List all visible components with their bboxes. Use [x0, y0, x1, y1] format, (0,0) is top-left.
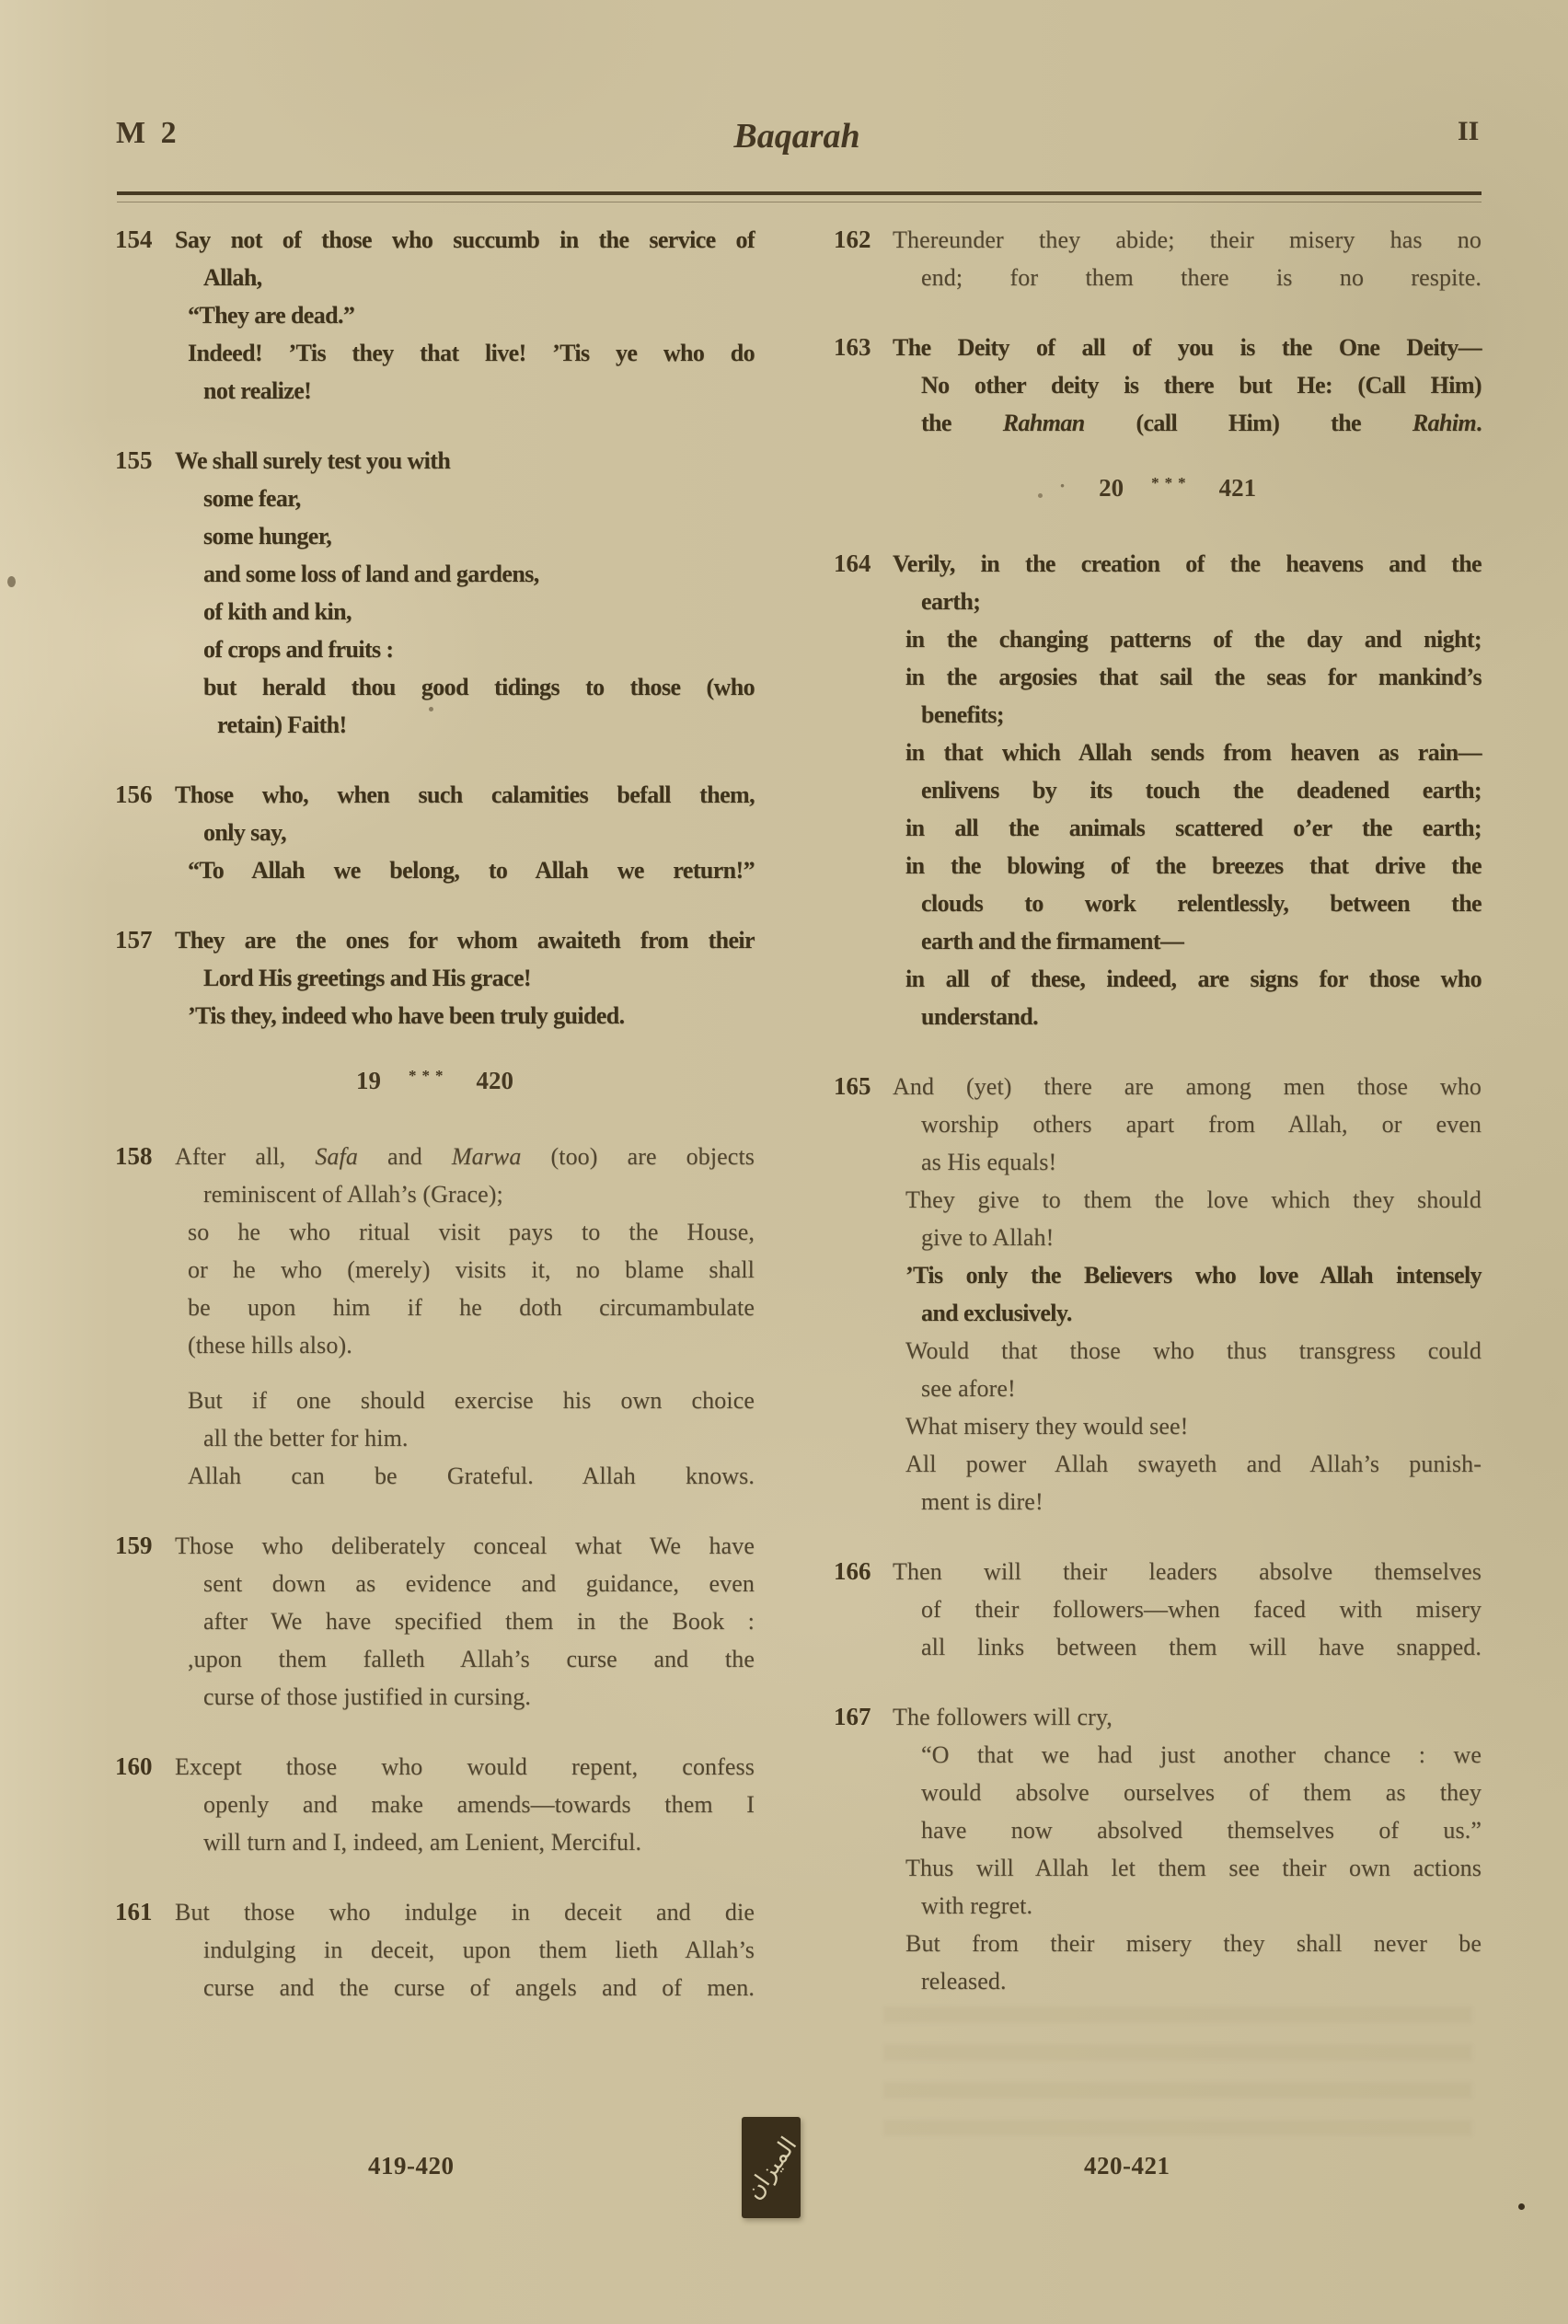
- verse-number: 159: [115, 1532, 153, 1559]
- verse-line: [893, 1332, 1482, 1370]
- verse-line: [175, 1678, 755, 1716]
- verse-line: [175, 1419, 755, 1457]
- verse-line: [175, 480, 755, 517]
- verse-number: 163: [834, 333, 871, 361]
- text-segment: understand.: [921, 1003, 1039, 1030]
- text-segment: ’Tis they, indeed who have been truly guided.: [188, 1002, 625, 1029]
- text-segment: But from their misery they shall never be: [905, 1930, 1482, 1957]
- verse-line: [893, 809, 1482, 847]
- verse-line: [893, 1143, 1482, 1181]
- text-segment: Those who deliberately conceal what We have: [175, 1532, 755, 1559]
- separator-stars: ***: [409, 1067, 449, 1084]
- verse-line: [175, 1602, 755, 1640]
- verse-line: [175, 1969, 755, 2006]
- verse-lines: [175, 1138, 755, 1495]
- verse-line: [175, 555, 755, 593]
- verse-number: 167: [834, 1703, 871, 1730]
- verse-163: [834, 329, 1482, 442]
- separator-right-number: 420: [476, 1067, 513, 1094]
- verse-lines: [893, 545, 1482, 1035]
- verse-line: [893, 1628, 1482, 1666]
- text-segment: (too) are objects: [521, 1143, 755, 1170]
- text-segment: benefits;: [921, 701, 1004, 728]
- text-segment: or he who (merely) visits it, no blame shall: [188, 1256, 755, 1283]
- text-segment: worship others apart from Allah, or even: [921, 1111, 1482, 1138]
- italic-term: Rahim: [1412, 410, 1477, 436]
- verse-line: [893, 366, 1482, 404]
- left-column: [115, 221, 755, 2039]
- verse-number: 166: [834, 1557, 871, 1585]
- verse-162: [834, 221, 1482, 296]
- separator-right-number: 421: [1218, 474, 1257, 502]
- text-segment: Indeed! ’Tis they that live! ’Tis ye who do: [188, 340, 755, 366]
- text-segment: and: [357, 1143, 452, 1170]
- verse-lines: [893, 1068, 1482, 1520]
- text-segment: reminiscent of Allah’s (Grace);: [203, 1181, 503, 1208]
- page-speck: [1038, 493, 1043, 498]
- verse-line: [893, 545, 1482, 583]
- verse-line: [893, 771, 1482, 809]
- ink-bleed-artifact: [883, 2006, 1472, 2145]
- verse-line: [893, 1774, 1482, 1811]
- text-segment: .: [1476, 410, 1482, 436]
- verse-lines: [175, 776, 755, 889]
- text-segment: Would that those who thus transgress could: [905, 1337, 1482, 1364]
- publisher-stamp: [742, 2117, 801, 2218]
- verse-line: [175, 1527, 755, 1565]
- verse-line: [893, 1849, 1482, 1887]
- text-segment: earth;: [921, 588, 981, 615]
- verse-166: [834, 1553, 1482, 1666]
- text-segment: some fear,: [203, 485, 301, 512]
- verse-line: [893, 658, 1482, 696]
- right-column: [834, 221, 1482, 2032]
- text-segment: They give to them the love which they should: [905, 1186, 1482, 1213]
- verse-number: 158: [115, 1142, 153, 1170]
- verse-line: [175, 1382, 755, 1419]
- text-segment: indulging in deceit, upon them lieth Allah’s: [203, 1937, 755, 1963]
- text-segment: No other deity is there but He: (Call Him): [921, 372, 1482, 399]
- verse-number: 160: [115, 1752, 153, 1780]
- text-segment: in the changing patterns of the day and night;: [905, 626, 1482, 653]
- text-segment: But if one should exercise his own choice: [188, 1387, 755, 1414]
- verse-number: 161: [115, 1898, 153, 1925]
- verse-line: [175, 593, 755, 630]
- text-segment: and exclusively.: [921, 1300, 1072, 1326]
- text-segment: in all the animals scattered o’er the earth;: [905, 815, 1482, 841]
- verse-line: [893, 1068, 1482, 1105]
- paragraph-gap: [175, 1364, 755, 1382]
- verse-167: [834, 1698, 1482, 2000]
- verse-159: [115, 1527, 755, 1716]
- verse-lines: [175, 1527, 755, 1716]
- verse-number: 155: [115, 446, 153, 474]
- page-speck: [429, 707, 433, 711]
- text-segment: the: [921, 410, 1003, 436]
- footer-right-page-range: 420-421: [1084, 2152, 1170, 2179]
- verse-line: [175, 517, 755, 555]
- verse-line: [893, 1483, 1482, 1520]
- verse-line: [175, 221, 755, 259]
- verse-number: 164: [834, 549, 871, 577]
- text-segment: see afore!: [921, 1375, 1016, 1402]
- text-segment: What misery they would see!: [905, 1413, 1189, 1439]
- text-segment: We shall surely test you with: [175, 447, 451, 474]
- text-segment: in all of these, indeed, are signs for those who: [905, 965, 1482, 992]
- text-segment: After all,: [175, 1143, 316, 1170]
- verse-line: [893, 960, 1482, 998]
- text-segment: Then will their leaders absolve themselves: [893, 1558, 1482, 1585]
- verse-line: [175, 921, 755, 959]
- verse-line: [175, 1175, 755, 1213]
- verse-line: [893, 1811, 1482, 1849]
- text-segment: And (yet) there are among men those who: [893, 1073, 1482, 1100]
- text-segment: Thereunder they abide; their misery has no: [893, 226, 1482, 253]
- verse-line: [175, 1457, 755, 1495]
- italic-term: Rahman: [1002, 410, 1085, 436]
- verse-156: [115, 776, 755, 889]
- verse-line: [175, 1931, 755, 1969]
- verse-lines: [175, 1748, 755, 1861]
- verse-161: [115, 1893, 755, 2006]
- verse-line: [175, 1893, 755, 1931]
- text-segment: ment is dire!: [921, 1488, 1043, 1515]
- text-segment: not realize!: [203, 377, 312, 404]
- text-segment: of kith and kin,: [203, 598, 352, 625]
- verse-line: [175, 1748, 755, 1786]
- text-segment: “O that we had just another chance : we: [921, 1741, 1482, 1768]
- verse-line: [893, 259, 1482, 296]
- page-speck: [7, 576, 16, 587]
- verse-number: 157: [115, 926, 153, 954]
- verse-164: [834, 545, 1482, 1035]
- verse-line: [175, 1640, 755, 1678]
- verse-lines: [175, 442, 755, 744]
- verse-line: [893, 1370, 1482, 1407]
- verse-lines: [893, 329, 1482, 442]
- verse-line: [893, 885, 1482, 922]
- text-segment: released.: [921, 1968, 1007, 1994]
- separator-dot: ·: [1058, 474, 1066, 497]
- verse-line: [175, 259, 755, 296]
- verse-line: [893, 221, 1482, 259]
- text-segment: The followers will cry,: [893, 1704, 1113, 1730]
- text-segment: Thus will Allah let them see their own actions: [905, 1855, 1482, 1881]
- text-segment: ’Tis only the Believers who love Allah intensely: [905, 1262, 1482, 1289]
- verse-line: [175, 776, 755, 814]
- text-segment: end; for them there is no respite.: [921, 264, 1482, 291]
- separator-left-number: 20: [1099, 474, 1124, 502]
- italic-term: Marwa: [451, 1143, 522, 1170]
- text-segment: Verily, in the creation of the heavens and the: [893, 550, 1482, 577]
- text-segment: would absolve ourselves of them as they: [921, 1779, 1482, 1806]
- verse-number: 165: [834, 1072, 871, 1100]
- verse-line: [893, 1445, 1482, 1483]
- verse-line: [893, 1962, 1482, 2000]
- verse-line: [175, 1138, 755, 1175]
- verse-line: [175, 668, 755, 706]
- verse-line: [175, 372, 755, 410]
- verse-line: [893, 1294, 1482, 1332]
- text-segment: but herald thou good tidings to those (who: [203, 674, 755, 700]
- verse-line: [893, 734, 1482, 771]
- text-segment: some hunger,: [203, 523, 332, 549]
- verse-number: 154: [115, 225, 153, 253]
- footer-left-page-range: 419-420: [368, 2152, 455, 2179]
- text-segment: as His equals!: [921, 1149, 1057, 1175]
- verse-line: [175, 1823, 755, 1861]
- verse-line: [175, 997, 755, 1035]
- text-segment: Say not of those who succumb in the service of: [175, 226, 755, 253]
- text-segment: They are the ones for whom awaiteth from their: [175, 927, 755, 954]
- verse-155: [115, 442, 755, 744]
- text-segment: Allah,: [203, 264, 262, 291]
- verse-157: [115, 921, 755, 1035]
- text-segment: and some loss of land and gardens,: [203, 561, 539, 587]
- verse-line: [893, 1698, 1482, 1736]
- text-segment: Except those who would repent, confess: [175, 1753, 755, 1780]
- verse-lines: [175, 221, 755, 410]
- text-segment: But those who indulge in deceit and die: [175, 1899, 755, 1925]
- verse-line: [175, 334, 755, 372]
- footer-ink-dot: [1518, 2203, 1525, 2210]
- verse-line: [893, 620, 1482, 658]
- verse-line: [893, 1887, 1482, 1925]
- verse-line: [175, 1786, 755, 1823]
- text-segment: with regret.: [921, 1892, 1033, 1919]
- text-segment: “They are dead.”: [188, 302, 355, 329]
- verse-line: [893, 696, 1482, 734]
- verse-154: [115, 221, 755, 410]
- text-segment: openly and make amends—towards them I: [203, 1791, 755, 1818]
- verse-line: [893, 1407, 1482, 1445]
- verse-line: [893, 583, 1482, 620]
- verse-line: [175, 1289, 755, 1326]
- verse-line: [175, 1326, 755, 1364]
- verse-158: [115, 1138, 755, 1495]
- verse-lines: [175, 1893, 755, 2006]
- text-segment: enlivens by its touch the deadened earth;: [921, 777, 1482, 804]
- text-segment: curse of those justified in cursing.: [203, 1683, 531, 1710]
- text-segment: Lord His greetings and His grace!: [203, 965, 531, 991]
- verse-line: [893, 998, 1482, 1035]
- text-segment: earth and the firmament—: [921, 928, 1184, 954]
- verse-line: [175, 1565, 755, 1602]
- text-segment: in that which Allah sends from heaven as rain—: [905, 739, 1482, 766]
- verse-line: [175, 296, 755, 334]
- verse-line: [175, 630, 755, 668]
- verse-lines: [175, 921, 755, 1035]
- verse-line: [175, 814, 755, 851]
- verse-line: [175, 1251, 755, 1289]
- verse-line: [175, 1213, 755, 1251]
- verse-line: [175, 851, 755, 889]
- verse-160: [115, 1748, 755, 1861]
- text-segment: will turn and I, indeed, am Lenient, Merciful.: [203, 1829, 642, 1856]
- text-segment: only say,: [203, 819, 286, 846]
- verse-line: [893, 922, 1482, 960]
- verse-line: [893, 1256, 1482, 1294]
- verse-line: [893, 1736, 1482, 1774]
- surah-number: II: [1458, 116, 1480, 146]
- text-segment: be upon him if he doth circumambulate: [188, 1294, 755, 1321]
- verse-line: [893, 1219, 1482, 1256]
- verse-lines: [893, 1698, 1482, 2000]
- separator-stars: ***: [1151, 474, 1192, 491]
- text-segment: ,upon them falleth Allah’s curse and the: [188, 1646, 755, 1672]
- stamp-arabic-text: الميزان: [740, 2131, 802, 2204]
- text-segment: retain) Faith!: [217, 711, 347, 738]
- verse-line: [175, 706, 755, 744]
- verse-line: [175, 959, 755, 997]
- verse-line: [175, 442, 755, 480]
- verse-line: [893, 1925, 1482, 1962]
- text-segment: give to Allah!: [921, 1224, 1055, 1251]
- verse-line: [893, 847, 1482, 885]
- verse-number: 162: [834, 225, 871, 253]
- verse-line: [893, 1553, 1482, 1590]
- text-segment: have now absolved themselves of us.”: [921, 1817, 1482, 1844]
- text-segment: Those who, when such calamities befall them,: [175, 781, 755, 808]
- text-segment: sent down as evidence and guidance, even: [203, 1570, 755, 1597]
- header-rule: [117, 191, 1482, 202]
- text-segment: “To Allah we belong, to Allah we return!”: [188, 857, 755, 884]
- text-segment: in the argosies that sail the seas for mankind’s: [905, 664, 1482, 690]
- italic-term: Safa: [315, 1143, 358, 1170]
- verse-number: 156: [115, 780, 153, 808]
- text-segment: curse and the curse of angels and of men.: [203, 1974, 755, 2001]
- text-segment: after We have specified them in the Book :: [203, 1608, 755, 1635]
- text-segment: all the better for him.: [203, 1425, 409, 1451]
- verse-line: [893, 1181, 1482, 1219]
- text-segment: The Deity of all of you is the One Deity—: [893, 334, 1482, 361]
- verse-lines: [893, 1553, 1482, 1666]
- text-segment: (these hills also).: [188, 1332, 352, 1359]
- verse-lines: [893, 221, 1482, 296]
- text-segment: all links between them will have snapped.: [921, 1634, 1482, 1660]
- text-segment: Allah can be Grateful. Allah knows.: [188, 1463, 755, 1489]
- text-segment: in the blowing of the breezes that drive the: [905, 852, 1482, 879]
- verse-line: [893, 404, 1482, 442]
- text-segment: All power Allah swayeth and Allah’s punish-: [905, 1451, 1482, 1477]
- edition-label: M 2: [116, 116, 180, 150]
- page-title: Baqarah: [733, 117, 860, 156]
- text-segment: of their followers—when faced with misery: [921, 1596, 1482, 1623]
- verse-165: [834, 1068, 1482, 1520]
- verse-line: [893, 1105, 1482, 1143]
- text-segment: (call Him) the: [1084, 410, 1412, 436]
- section-separator: [834, 474, 1482, 503]
- text-segment: clouds to work relentlessly, between the: [921, 890, 1482, 917]
- text-segment: so he who ritual visit pays to the House,: [188, 1219, 755, 1245]
- verse-line: [893, 1590, 1482, 1628]
- section-separator: [115, 1067, 755, 1095]
- text-segment: of crops and fruits :: [203, 636, 394, 663]
- separator-left-number: 19: [356, 1067, 381, 1094]
- verse-line: [893, 329, 1482, 366]
